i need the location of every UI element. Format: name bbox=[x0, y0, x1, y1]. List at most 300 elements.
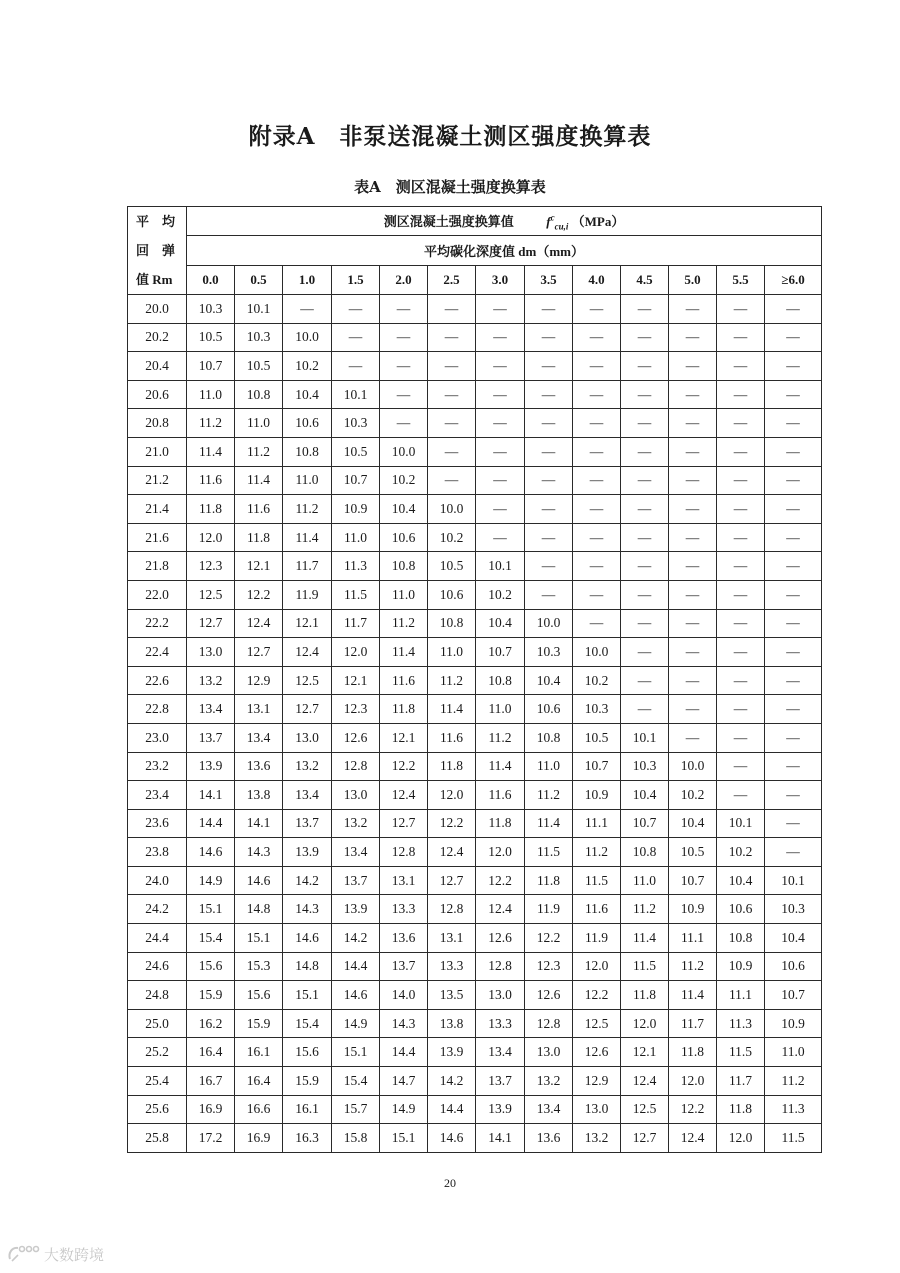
strength-value-cell: 15.4 bbox=[187, 924, 235, 953]
strength-value-cell: 12.7 bbox=[187, 609, 235, 638]
strength-value-cell: 11.1 bbox=[573, 809, 621, 838]
strength-value-cell: — bbox=[765, 809, 822, 838]
strength-value-cell: 10.8 bbox=[476, 666, 525, 695]
strength-value-cell: 12.2 bbox=[525, 924, 573, 953]
table-row bbox=[128, 638, 822, 667]
strength-value-cell: 14.2 bbox=[428, 1067, 476, 1096]
strength-value-cell: — bbox=[765, 552, 822, 581]
strength-value-cell: 10.7 bbox=[765, 981, 822, 1010]
strength-value-cell: — bbox=[717, 609, 765, 638]
rebound-value-cell: 24.2 bbox=[128, 895, 187, 924]
strength-value-cell: 14.1 bbox=[235, 809, 283, 838]
strength-value-cell: — bbox=[476, 409, 525, 438]
table-row bbox=[128, 695, 822, 724]
strength-value-cell: 11.4 bbox=[283, 523, 332, 552]
strength-value-cell: — bbox=[380, 323, 428, 352]
strength-value-cell: — bbox=[621, 323, 669, 352]
depth-column-header: 0.5 bbox=[235, 265, 283, 294]
strength-symbol-sub: cu,i bbox=[554, 221, 569, 232]
strength-value-cell: 11.2 bbox=[669, 952, 717, 981]
strength-value-cell: 10.6 bbox=[283, 409, 332, 438]
strength-value-cell: 12.5 bbox=[283, 666, 332, 695]
strength-value-cell: 12.1 bbox=[283, 609, 332, 638]
strength-value-cell: 10.8 bbox=[380, 552, 428, 581]
strength-value-cell: 11.8 bbox=[235, 523, 283, 552]
strength-value-cell: 11.2 bbox=[621, 895, 669, 924]
strength-value-cell: 11.7 bbox=[332, 609, 380, 638]
strength-value-cell: 10.0 bbox=[525, 609, 573, 638]
strength-value-cell: 13.7 bbox=[380, 952, 428, 981]
strength-value-cell: 12.7 bbox=[428, 866, 476, 895]
strength-value-cell: — bbox=[573, 552, 621, 581]
strength-value-cell: 12.0 bbox=[187, 523, 235, 552]
strength-value-cell: 13.8 bbox=[235, 781, 283, 810]
strength-value-cell: 11.8 bbox=[621, 981, 669, 1010]
depth-column-header: 3.5 bbox=[525, 265, 573, 294]
strength-value-cell: — bbox=[525, 352, 573, 381]
strength-value-cell: 10.8 bbox=[428, 609, 476, 638]
strength-value-cell: 16.9 bbox=[187, 1095, 235, 1124]
depth-columns-row bbox=[128, 265, 822, 294]
strength-value-cell: 11.2 bbox=[476, 723, 525, 752]
strength-value-cell: 15.1 bbox=[283, 981, 332, 1010]
strength-value-cell: 13.4 bbox=[476, 1038, 525, 1067]
strength-value-cell: 12.0 bbox=[332, 638, 380, 667]
strength-value-cell: 10.6 bbox=[428, 580, 476, 609]
strength-value-cell: — bbox=[765, 752, 822, 781]
strength-value-cell: 11.4 bbox=[476, 752, 525, 781]
strength-value-cell: — bbox=[717, 752, 765, 781]
strength-value-cell: 13.2 bbox=[525, 1067, 573, 1096]
strength-value-cell: 12.9 bbox=[235, 666, 283, 695]
strength-value-cell: — bbox=[380, 380, 428, 409]
strength-value-cell: 10.1 bbox=[332, 380, 380, 409]
strength-value-cell: 12.2 bbox=[476, 866, 525, 895]
strength-value-cell: 13.1 bbox=[235, 695, 283, 724]
rebound-value-cell: 25.4 bbox=[128, 1067, 187, 1096]
strength-value-cell: 10.9 bbox=[669, 895, 717, 924]
strength-value-cell: 10.0 bbox=[283, 323, 332, 352]
strength-value-cell: 11.8 bbox=[380, 695, 428, 724]
strength-value-cell: 15.9 bbox=[187, 981, 235, 1010]
strength-value-cell: — bbox=[621, 695, 669, 724]
strength-value-cell: 11.6 bbox=[187, 466, 235, 495]
strength-value-cell: — bbox=[525, 466, 573, 495]
strength-value-cell: — bbox=[573, 352, 621, 381]
strength-value-cell: — bbox=[765, 838, 822, 867]
strength-value-cell: — bbox=[476, 323, 525, 352]
strength-value-cell: — bbox=[765, 580, 822, 609]
table-row bbox=[128, 352, 822, 381]
strength-value-cell: 10.1 bbox=[765, 866, 822, 895]
rm-header-line-2: 回 弹 bbox=[136, 243, 176, 258]
strength-value-cell: — bbox=[573, 380, 621, 409]
strength-value-cell: — bbox=[621, 466, 669, 495]
table-row bbox=[128, 295, 822, 324]
strength-value-cell: — bbox=[428, 295, 476, 324]
table-row bbox=[128, 1038, 822, 1067]
strength-value-cell: 14.0 bbox=[380, 981, 428, 1010]
strength-value-cell: 10.9 bbox=[717, 952, 765, 981]
rebound-value-cell: 21.6 bbox=[128, 523, 187, 552]
strength-value-cell: 16.1 bbox=[283, 1095, 332, 1124]
depth-column-header: 3.0 bbox=[476, 265, 525, 294]
strength-value-cell: — bbox=[573, 409, 621, 438]
strength-value-cell: 10.3 bbox=[765, 895, 822, 924]
strength-value-cell: 10.2 bbox=[476, 580, 525, 609]
strength-value-cell: 10.1 bbox=[621, 723, 669, 752]
strength-value-cell: 10.5 bbox=[669, 838, 717, 867]
depth-column-header: 1.0 bbox=[283, 265, 332, 294]
strength-value-cell: 12.7 bbox=[380, 809, 428, 838]
strength-value-cell: 11.8 bbox=[717, 1095, 765, 1124]
strength-value-cell: 11.8 bbox=[476, 809, 525, 838]
strength-value-cell: 10.6 bbox=[717, 895, 765, 924]
strength-value-cell: — bbox=[717, 495, 765, 524]
strength-value-cell: — bbox=[669, 437, 717, 466]
strength-value-cell: 12.4 bbox=[669, 1124, 717, 1153]
strength-value-cell: 13.4 bbox=[332, 838, 380, 867]
strength-value-cell: — bbox=[765, 437, 822, 466]
strength-value-cell: — bbox=[621, 437, 669, 466]
strength-value-cell: 11.2 bbox=[765, 1067, 822, 1096]
strength-value-cell: — bbox=[765, 666, 822, 695]
strength-value-cell: 13.3 bbox=[476, 1009, 525, 1038]
strength-value-cell: 15.4 bbox=[283, 1009, 332, 1038]
strength-value-cell: 11.5 bbox=[332, 580, 380, 609]
strength-value-cell: 14.2 bbox=[332, 924, 380, 953]
strength-value-cell: 13.4 bbox=[283, 781, 332, 810]
strength-value-cell: — bbox=[476, 380, 525, 409]
strength-value-cell: 11.0 bbox=[621, 866, 669, 895]
strength-value-cell: — bbox=[717, 580, 765, 609]
strength-value-cell: 16.4 bbox=[187, 1038, 235, 1067]
depth-column-header: 1.5 bbox=[332, 265, 380, 294]
strength-value-cell: — bbox=[717, 666, 765, 695]
strength-value-cell: — bbox=[765, 609, 822, 638]
strength-value-cell: 11.4 bbox=[235, 466, 283, 495]
strength-value-cell: 11.5 bbox=[621, 952, 669, 981]
rebound-value-cell: 23.6 bbox=[128, 809, 187, 838]
strength-value-cell: 15.1 bbox=[187, 895, 235, 924]
table-row bbox=[128, 1067, 822, 1096]
strength-value-cell: — bbox=[525, 523, 573, 552]
rebound-value-cell: 21.2 bbox=[128, 466, 187, 495]
strength-value-cell: 15.8 bbox=[332, 1124, 380, 1153]
strength-value-cell: 10.8 bbox=[717, 924, 765, 953]
strength-value-cell: — bbox=[428, 380, 476, 409]
strength-value-cell: 10.8 bbox=[235, 380, 283, 409]
strength-value-cell: — bbox=[717, 723, 765, 752]
strength-value-cell: — bbox=[621, 495, 669, 524]
strength-value-cell: 13.2 bbox=[187, 666, 235, 695]
strength-value-cell: 12.0 bbox=[717, 1124, 765, 1153]
strength-value-cell: 13.0 bbox=[187, 638, 235, 667]
strength-value-cell: 14.8 bbox=[283, 952, 332, 981]
strength-value-cell: 10.9 bbox=[332, 495, 380, 524]
strength-value-cell: 10.4 bbox=[476, 609, 525, 638]
strength-value-cell: 13.1 bbox=[380, 866, 428, 895]
strength-value-cell: 10.0 bbox=[428, 495, 476, 524]
strength-value-cell: 11.5 bbox=[765, 1124, 822, 1153]
strength-symbol-sup: c bbox=[550, 212, 555, 223]
strength-value-cell: 11.7 bbox=[717, 1067, 765, 1096]
rebound-value-cell: 24.4 bbox=[128, 924, 187, 953]
strength-value-cell: 12.7 bbox=[621, 1124, 669, 1153]
table-row bbox=[128, 981, 822, 1010]
strength-value-cell: — bbox=[283, 295, 332, 324]
depth-column-header: 5.5 bbox=[717, 265, 765, 294]
table-row bbox=[128, 609, 822, 638]
table-row bbox=[128, 523, 822, 552]
strength-value-cell: 14.3 bbox=[380, 1009, 428, 1038]
rebound-value-cell: 21.0 bbox=[128, 437, 187, 466]
strength-value-cell: 12.7 bbox=[235, 638, 283, 667]
strength-value-cell: 10.3 bbox=[525, 638, 573, 667]
strength-value-cell: 10.8 bbox=[621, 838, 669, 867]
strength-value-cell: — bbox=[765, 781, 822, 810]
depth-column-header: ≥6.0 bbox=[765, 265, 822, 294]
strength-value-cell: 11.1 bbox=[717, 981, 765, 1010]
strength-value-cell: 12.2 bbox=[380, 752, 428, 781]
strength-value-cell: 10.2 bbox=[717, 838, 765, 867]
strength-value-cell: 10.3 bbox=[187, 295, 235, 324]
strength-value-cell: — bbox=[428, 437, 476, 466]
table-row bbox=[128, 1095, 822, 1124]
strength-value-cell: — bbox=[428, 352, 476, 381]
strength-value-cell: 11.9 bbox=[573, 924, 621, 953]
strength-value-cell: 10.3 bbox=[235, 323, 283, 352]
strength-value-cell: — bbox=[380, 295, 428, 324]
strength-value-cell: 12.3 bbox=[187, 552, 235, 581]
strength-value-cell: 10.5 bbox=[428, 552, 476, 581]
strength-value-cell: 10.0 bbox=[669, 752, 717, 781]
strength-value-cell: 13.9 bbox=[428, 1038, 476, 1067]
strength-value-cell: — bbox=[669, 466, 717, 495]
depth-column-header: 4.0 bbox=[573, 265, 621, 294]
watermark bbox=[6, 1240, 104, 1268]
strength-value-cell: — bbox=[525, 295, 573, 324]
strength-value-cell: — bbox=[476, 352, 525, 381]
strength-value-cell: 13.0 bbox=[283, 723, 332, 752]
table-row bbox=[128, 409, 822, 438]
strength-value-cell: — bbox=[573, 609, 621, 638]
rebound-value-cell: 23.0 bbox=[128, 723, 187, 752]
strength-value-cell: 12.8 bbox=[380, 838, 428, 867]
strength-value-cell: 11.6 bbox=[428, 723, 476, 752]
strength-value-cell: — bbox=[573, 437, 621, 466]
strength-value-cell: 11.5 bbox=[573, 866, 621, 895]
strength-value-cell: 13.0 bbox=[573, 1095, 621, 1124]
strength-value-cell: 12.1 bbox=[621, 1038, 669, 1067]
strength-value-cell: 11.8 bbox=[187, 495, 235, 524]
strength-value-cell: 13.0 bbox=[332, 781, 380, 810]
strength-value-cell: 14.1 bbox=[476, 1124, 525, 1153]
strength-value-cell: — bbox=[669, 295, 717, 324]
rebound-value-cell: 23.8 bbox=[128, 838, 187, 867]
table-row bbox=[128, 1124, 822, 1153]
strength-value-cell: 12.4 bbox=[283, 638, 332, 667]
strength-value-cell: 14.9 bbox=[332, 1009, 380, 1038]
table-row bbox=[128, 752, 822, 781]
strength-value-cell: 14.6 bbox=[428, 1124, 476, 1153]
strength-value-cell: 14.1 bbox=[187, 781, 235, 810]
table-row bbox=[128, 580, 822, 609]
strength-value-cell: 12.4 bbox=[428, 838, 476, 867]
strength-value-cell: 10.7 bbox=[621, 809, 669, 838]
strength-value-cell: 14.9 bbox=[380, 1095, 428, 1124]
strength-value-cell: 11.2 bbox=[525, 781, 573, 810]
strength-symbol: f bbox=[546, 213, 551, 229]
strength-value-cell: 16.3 bbox=[283, 1124, 332, 1153]
rebound-value-cell: 20.4 bbox=[128, 352, 187, 381]
strength-value-cell: — bbox=[476, 466, 525, 495]
strength-value-cell: — bbox=[332, 295, 380, 324]
strength-value-cell: — bbox=[525, 437, 573, 466]
carbonation-depth-header: 平均碳化深度值 dm（mm） bbox=[187, 236, 822, 265]
strength-value-cell: 13.7 bbox=[283, 809, 332, 838]
strength-value-cell: 11.5 bbox=[717, 1038, 765, 1067]
strength-value-cell: — bbox=[765, 495, 822, 524]
strength-value-cell: — bbox=[765, 380, 822, 409]
strength-value-cell: 13.1 bbox=[428, 924, 476, 953]
strength-value-cell: 11.5 bbox=[525, 838, 573, 867]
table-row bbox=[128, 495, 822, 524]
rebound-value-cell: 22.4 bbox=[128, 638, 187, 667]
strength-value-cell: 12.6 bbox=[476, 924, 525, 953]
strength-value-cell: 14.3 bbox=[235, 838, 283, 867]
strength-value-cell: 15.9 bbox=[235, 1009, 283, 1038]
strength-conversion-table bbox=[127, 206, 822, 1153]
watermark-logo-icon bbox=[6, 1243, 40, 1265]
strength-value-cell: — bbox=[380, 352, 428, 381]
watermark-text: 大数跨境 bbox=[44, 1245, 105, 1264]
strength-value-cell: 12.0 bbox=[573, 952, 621, 981]
rebound-value-cell: 20.2 bbox=[128, 323, 187, 352]
strength-value-cell: 10.6 bbox=[380, 523, 428, 552]
strength-value-cell: — bbox=[765, 323, 822, 352]
strength-value-cell: 10.2 bbox=[428, 523, 476, 552]
strength-value-cell: 10.4 bbox=[380, 495, 428, 524]
strength-value-cell: — bbox=[573, 580, 621, 609]
strength-value-cell: — bbox=[621, 409, 669, 438]
strength-value-cell: 11.3 bbox=[717, 1009, 765, 1038]
rm-header-line-3: 值 Rm bbox=[136, 272, 173, 287]
strength-value-cell: 13.3 bbox=[380, 895, 428, 924]
strength-value-cell: 11.4 bbox=[621, 924, 669, 953]
strength-value-cell: 10.0 bbox=[380, 437, 428, 466]
strength-value-cell: 13.9 bbox=[187, 752, 235, 781]
strength-value-cell: — bbox=[525, 552, 573, 581]
strength-value-cell: 12.7 bbox=[283, 695, 332, 724]
strength-value-cell: 10.3 bbox=[573, 695, 621, 724]
depth-column-header: 2.0 bbox=[380, 265, 428, 294]
strength-value-cell: 11.6 bbox=[476, 781, 525, 810]
strength-value-cell: 10.4 bbox=[765, 924, 822, 953]
strength-value-cell: 12.2 bbox=[235, 580, 283, 609]
strength-value-cell: 16.9 bbox=[235, 1124, 283, 1153]
strength-value-cell: — bbox=[717, 380, 765, 409]
strength-value-cell: — bbox=[380, 409, 428, 438]
strength-value-cell: 12.4 bbox=[235, 609, 283, 638]
strength-value-cell: — bbox=[428, 323, 476, 352]
strength-value-cell: 10.9 bbox=[573, 781, 621, 810]
rebound-value-cell: 21.4 bbox=[128, 495, 187, 524]
strength-value-cell: 14.2 bbox=[283, 866, 332, 895]
strength-value-cell: — bbox=[621, 352, 669, 381]
strength-value-cell: 15.6 bbox=[187, 952, 235, 981]
strength-value-cell: 14.6 bbox=[283, 924, 332, 953]
strength-value-cell: 10.3 bbox=[621, 752, 669, 781]
strength-value-cell: 11.4 bbox=[525, 809, 573, 838]
strength-value-cell: 12.5 bbox=[187, 580, 235, 609]
strength-value-cell: — bbox=[573, 323, 621, 352]
strength-value-cell: 11.8 bbox=[525, 866, 573, 895]
rebound-value-cell: 25.8 bbox=[128, 1124, 187, 1153]
strength-value-cell: 12.0 bbox=[476, 838, 525, 867]
strength-value-cell: 14.4 bbox=[428, 1095, 476, 1124]
strength-value-cell: 11.0 bbox=[428, 638, 476, 667]
strength-label: 测区混凝土强度换算值 bbox=[383, 213, 514, 229]
strength-value-cell: 12.1 bbox=[332, 666, 380, 695]
strength-value-cell: 10.6 bbox=[765, 952, 822, 981]
rebound-value-cell: 25.2 bbox=[128, 1038, 187, 1067]
strength-value-cell: 10.4 bbox=[717, 866, 765, 895]
strength-value-cell: 15.4 bbox=[332, 1067, 380, 1096]
strength-value-cell: — bbox=[621, 523, 669, 552]
strength-value-cell: — bbox=[621, 295, 669, 324]
strength-value-cell: 14.4 bbox=[380, 1038, 428, 1067]
strength-value-cell: 14.4 bbox=[332, 952, 380, 981]
strength-value-cell: 14.9 bbox=[187, 866, 235, 895]
strength-value-cell: 11.8 bbox=[428, 752, 476, 781]
strength-value-cell: — bbox=[717, 409, 765, 438]
strength-value-cell: 11.2 bbox=[380, 609, 428, 638]
strength-value-cell: — bbox=[428, 409, 476, 438]
strength-value-cell: 13.0 bbox=[476, 981, 525, 1010]
strength-value-cell: — bbox=[669, 723, 717, 752]
strength-value-cell: 14.3 bbox=[283, 895, 332, 924]
strength-value-cell: 13.6 bbox=[525, 1124, 573, 1153]
strength-value-cell: 10.8 bbox=[283, 437, 332, 466]
strength-value-cell: 11.0 bbox=[332, 523, 380, 552]
strength-value-cell: — bbox=[621, 380, 669, 409]
strength-value-cell: 13.6 bbox=[235, 752, 283, 781]
strength-value-cell: 12.6 bbox=[525, 981, 573, 1010]
strength-value-cell: — bbox=[717, 523, 765, 552]
strength-value-cell: 12.4 bbox=[476, 895, 525, 924]
table-row bbox=[128, 924, 822, 953]
strength-value-cell: — bbox=[717, 295, 765, 324]
strength-value-cell: 11.0 bbox=[380, 580, 428, 609]
strength-value-cell: — bbox=[669, 695, 717, 724]
table-row bbox=[128, 895, 822, 924]
strength-value-cell: 14.8 bbox=[235, 895, 283, 924]
strength-value-cell: 15.1 bbox=[235, 924, 283, 953]
strength-value-cell: — bbox=[476, 495, 525, 524]
strength-value-cell: 12.5 bbox=[621, 1095, 669, 1124]
strength-value-cell: 10.7 bbox=[573, 752, 621, 781]
rebound-value-cell: 22.0 bbox=[128, 580, 187, 609]
strength-value-cell: 10.4 bbox=[669, 809, 717, 838]
rebound-value-cell: 21.8 bbox=[128, 552, 187, 581]
rebound-value-cell: 25.0 bbox=[128, 1009, 187, 1038]
table-row bbox=[128, 866, 822, 895]
strength-value-cell: 12.3 bbox=[525, 952, 573, 981]
strength-value-cell: — bbox=[621, 666, 669, 695]
strength-value-cell: 10.9 bbox=[765, 1009, 822, 1038]
strength-value-cell: — bbox=[573, 523, 621, 552]
